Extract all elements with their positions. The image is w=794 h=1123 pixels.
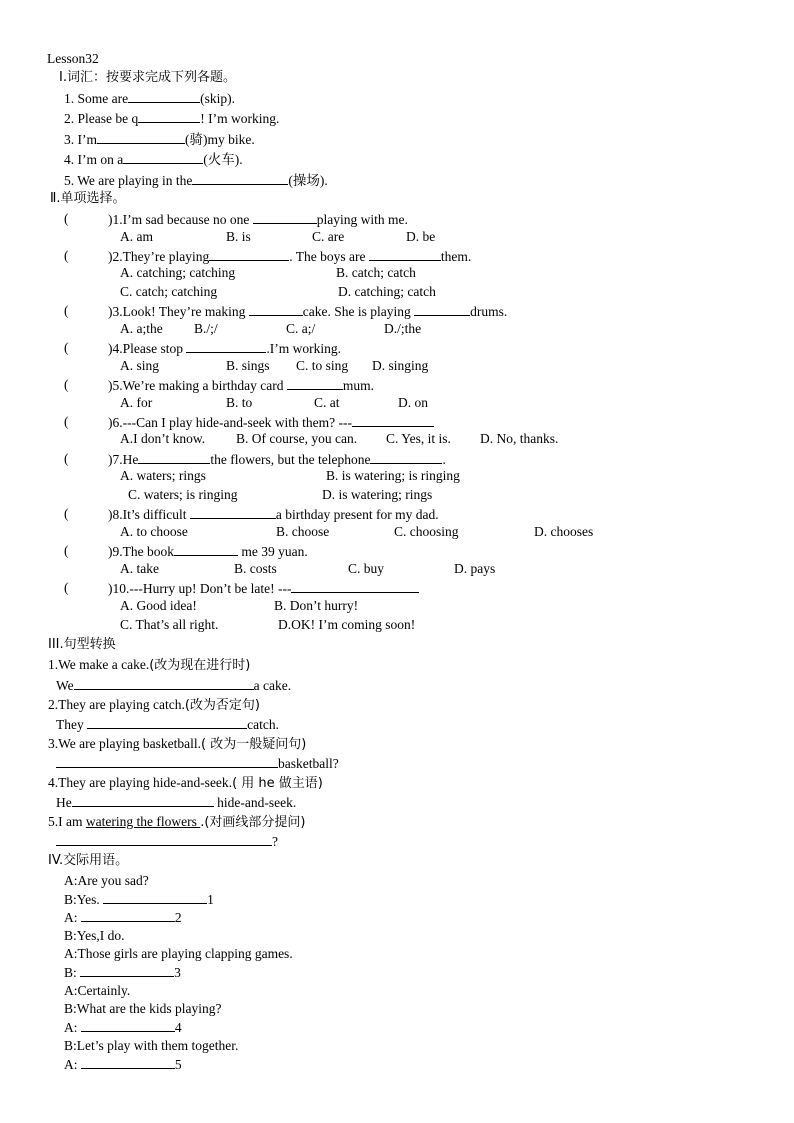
vocab-item-4: 4. I’m on a (火车).	[64, 152, 243, 167]
answer-blank[interactable]	[103, 890, 207, 904]
option-a[interactable]: A. take	[120, 561, 159, 576]
option-b[interactable]: B. Don’t hurry!	[274, 598, 359, 613]
option-a[interactable]: A. am	[120, 229, 153, 244]
question-1: )1.I’m sad because no one playing with me.	[108, 212, 408, 227]
answer-blank[interactable]	[249, 302, 303, 316]
paren-open: (	[64, 340, 69, 355]
dialogue-line-2: B:Yes. 1	[64, 892, 214, 907]
option-d[interactable]: D. be	[406, 229, 436, 244]
option-c[interactable]: C. choosing	[394, 524, 459, 539]
answer-blank[interactable]	[138, 450, 210, 464]
vocab-item-5: 5. We are playing in the (操场).	[64, 173, 328, 188]
option-b[interactable]: B. is	[226, 229, 251, 244]
transform-question-5: 5.I am watering the flowers .(对画线部分提问)	[48, 814, 306, 830]
paren-open: (	[64, 506, 69, 521]
answer-blank[interactable]	[287, 376, 343, 390]
question-10: )10.---Hurry up! Don’t be late! ---	[108, 579, 419, 597]
dialogue-line-11: A: 5	[64, 1057, 182, 1072]
section-1-title: Ⅰ.词汇：按要求完成下列各题。	[59, 70, 236, 85]
option-a[interactable]: A. catching; catching	[120, 265, 236, 280]
dialogue-line-9: A: 4	[64, 1020, 182, 1035]
answer-blank[interactable]	[97, 130, 185, 144]
answer-blank[interactable]	[291, 579, 419, 593]
paren-open: (	[64, 580, 69, 595]
dialogue-line-10: B:Let’s play with them together.	[64, 1038, 239, 1053]
paren-open: (	[64, 414, 69, 429]
option-d[interactable]: D. on	[398, 395, 428, 410]
answer-blank[interactable]	[56, 832, 272, 846]
paren-open: (	[64, 303, 69, 318]
question-2: )2.They’re playing . The boys are them.	[108, 249, 472, 264]
section-3-title: III.句型转换	[48, 637, 116, 652]
underlined-phrase: watering the flowers	[85, 814, 201, 829]
option-b[interactable]: B. to	[226, 395, 253, 410]
question-8: )8.It’s difficult a birthday present for my dad.	[108, 507, 439, 522]
question-5: )5.We’re making a birthday card mum.	[108, 378, 374, 393]
option-b[interactable]: B. choose	[276, 524, 330, 539]
transform-answer-4: He hide-and-seek.	[56, 795, 297, 810]
answer-blank[interactable]	[123, 150, 203, 164]
paren-open: (	[64, 211, 69, 226]
transform-question-3: 3.We are playing basketball.( 改为一般疑问句)	[48, 736, 307, 752]
option-d[interactable]: D. chooses	[534, 524, 594, 539]
transform-answer-2: They catch.	[56, 717, 279, 732]
answer-blank[interactable]	[80, 963, 174, 977]
option-c[interactable]: C. buy	[348, 561, 385, 576]
section-4-title: IV.交际用语。	[48, 853, 129, 868]
option-c[interactable]: C. a;/	[286, 321, 316, 336]
transform-answer-5: ?	[56, 832, 278, 850]
section-2-title: Ⅱ.单项选择。	[50, 191, 126, 206]
option-a[interactable]: A. to choose	[120, 524, 188, 539]
question-3: )3.Look! They’re making cake. She is playing drums.	[108, 304, 508, 319]
answer-blank[interactable]	[186, 339, 266, 353]
option-d[interactable]: D. is watering; rings	[322, 487, 433, 502]
option-c[interactable]: C. That’s all right.	[120, 617, 219, 632]
option-c[interactable]: C. waters; is ringing	[128, 487, 238, 502]
answer-blank[interactable]	[352, 413, 434, 427]
answer-blank[interactable]	[190, 505, 276, 519]
question-4: )4.Please stop .I’m working.	[108, 341, 341, 356]
option-c[interactable]: C. are	[312, 229, 345, 244]
answer-blank[interactable]	[192, 171, 288, 185]
vocab-item-1: 1. Some are (skip).	[64, 91, 235, 106]
option-a[interactable]: A. Good idea!	[120, 598, 197, 613]
answer-blank[interactable]	[369, 247, 441, 261]
option-d[interactable]: D. singing	[372, 358, 429, 373]
paren-open: (	[64, 451, 69, 466]
option-b[interactable]: B. sings	[226, 358, 270, 373]
paren-open: (	[64, 248, 69, 263]
answer-blank[interactable]	[138, 109, 200, 123]
dialogue-line-3: A: 2	[64, 910, 182, 925]
option-a[interactable]: A. sing	[120, 358, 160, 373]
option-d[interactable]: D. No, thanks.	[480, 431, 559, 446]
option-b[interactable]: B./;/	[194, 321, 218, 336]
answer-blank[interactable]	[414, 302, 470, 316]
answer-blank[interactable]	[81, 1055, 175, 1069]
answer-blank[interactable]	[174, 542, 238, 556]
option-d[interactable]: D. pays	[454, 561, 496, 576]
answer-blank[interactable]	[72, 793, 214, 807]
answer-blank[interactable]	[370, 450, 442, 464]
option-d[interactable]: D./;the	[384, 321, 422, 336]
dialogue-line-1: A:Are you sad?	[64, 873, 149, 888]
option-b[interactable]: B. costs	[234, 561, 277, 576]
answer-blank[interactable]	[87, 715, 247, 729]
dialogue-line-4: B:Yes,I do.	[64, 928, 125, 943]
vocab-item-2: 2. Please be q ! I’m working.	[64, 111, 280, 126]
vocab-item-3: 3. I’m (骑)my bike.	[64, 132, 255, 147]
answer-blank[interactable]	[253, 210, 317, 224]
question-9: )9.The book me 39 yuan.	[108, 544, 308, 559]
option-a[interactable]: A. a;the	[120, 321, 163, 336]
dialogue-line-6: B: 3	[64, 965, 181, 980]
option-c[interactable]: C. catch; catching	[120, 284, 218, 299]
answer-blank[interactable]	[56, 754, 278, 768]
option-d[interactable]: D.OK! I’m coming soon!	[278, 617, 416, 632]
option-c[interactable]: C. to sing	[296, 358, 349, 373]
transform-answer-3: basketball?	[56, 754, 339, 772]
transform-question-4: 4.They are playing hide-and-seek.( 用 he 做主语)	[48, 775, 323, 791]
transform-question-1: 1.We make a cake.(改为现在进行时)	[48, 657, 251, 673]
option-b[interactable]: B. is watering; is ringing	[326, 468, 460, 483]
answer-blank[interactable]	[74, 676, 254, 690]
answer-blank[interactable]	[209, 247, 289, 261]
question-7: )7.He the flowers, but the telephone .	[108, 452, 446, 467]
lesson-title: Lesson32	[47, 51, 99, 66]
dialogue-line-5: A:Those girls are playing clapping games.	[64, 946, 293, 961]
transform-question-2: 2.They are playing catch.(改为否定句)	[48, 697, 260, 713]
dialogue-line-7: A:Certainly.	[64, 983, 131, 998]
option-a[interactable]: A.I don’t know.	[120, 431, 206, 446]
option-c[interactable]: C. at	[314, 395, 340, 410]
option-c[interactable]: C. Yes, it is.	[386, 431, 451, 446]
option-a[interactable]: A. waters; rings	[120, 468, 206, 483]
paren-open: (	[64, 377, 69, 392]
transform-answer-1: We a cake.	[56, 678, 292, 693]
option-b[interactable]: B. Of course, you can.	[236, 431, 358, 446]
dialogue-line-8: B:What are the kids playing?	[64, 1001, 222, 1016]
option-d[interactable]: D. catching; catch	[338, 284, 436, 299]
answer-blank[interactable]	[81, 1018, 175, 1032]
option-b[interactable]: B. catch; catch	[336, 265, 416, 280]
answer-blank[interactable]	[81, 908, 175, 922]
answer-blank[interactable]	[128, 89, 200, 103]
question-6: )6.---Can I play hide-and-seek with them? ---	[108, 413, 434, 431]
paren-open: (	[64, 543, 69, 558]
option-a[interactable]: A. for	[120, 395, 153, 410]
